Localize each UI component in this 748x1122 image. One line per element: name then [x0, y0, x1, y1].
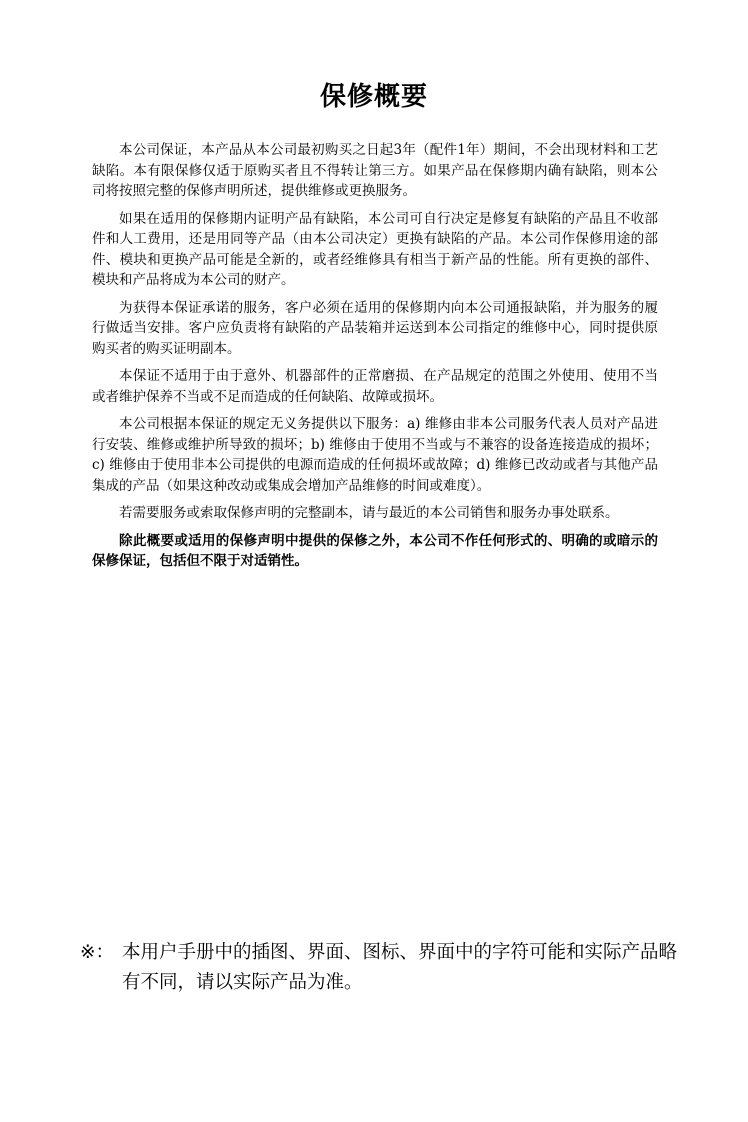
note-text: 本用户手册中的插图、界面、图标、界面中的字符可能和实际产品略有不同，请以实际产品为准。 — [122, 942, 678, 993]
warranty-body — [92, 140, 658, 579]
paragraph-repair-replace: 如果在适用的保修期内证明产品有缺陷，本公司可自行决定是修复有缺陷的产品且不收部件和人工费用，还是用同等产品（由本公司决定）更换有缺陷的产品。本公司作保修用途的部件、模块和更换产品可能是全新的，或者经维修具有相当于新产品的性能。所有更换的部件、模块和产品将成为本公司的财产。 — [92, 210, 658, 288]
page-title: 保修概要 — [319, 82, 428, 112]
paragraph-no-obligation: 本公司根据本保证的规定无义务提供以下服务：a) 维修由非本公司服务代表人员对产品进行安装、维修或维护所导致的损坏；b) 维修由于使用不当或与不兼容的设备连接造成的损坏；c) 维修由于使用非本公司提供的电源而造成的任何损坏或故障；d) 维修已改动或者与其他产品集成的产品（如果这种改动或集成会增加产品维修的时间或难度）。 — [92, 416, 658, 494]
paragraph-service-procedure: 为获得本保证承诺的服务，客户必须在适用的保修期内向本公司通报缺陷，并为服务的履行做适当安排。客户应负责将有缺陷的产品装箱并运送到本公司指定的维修中心，同时提供原购买者的购买证明副本。 — [92, 299, 658, 357]
paragraph-contact: 若需要服务或索取保修声明的完整副本，请与最近的本公司销售和服务办事处联系。 — [119, 505, 619, 521]
manual-note — [80, 938, 680, 998]
paragraph-exclusions: 本保证不适用于由于意外、机器部件的正常磨损、在产品规定的范围之外使用、使用不当或者维护保养不当或不足而造成的任何缺陷、故障或损坏。 — [92, 368, 658, 405]
paragraph-warranty-period: 本公司保证，本产品从本公司最初购买之日起3年（配件1年）期间，不会出现材料和工艺缺陷。本有限保修仅适于原购买者且不得转让第三方。如果产品在保修期内确有缺陷，则本公司将按照完整的保修声明所述，提供维修或更换服务。 — [92, 142, 658, 199]
disclaimer-paragraph: 除此概要或适用的保修声明中提供的保修之外，本公司不作任何形式的、明确的或暗示的保修保证，包括但不限于对适销性。 — [92, 532, 658, 569]
note-reference-mark: ※： — [80, 942, 115, 963]
